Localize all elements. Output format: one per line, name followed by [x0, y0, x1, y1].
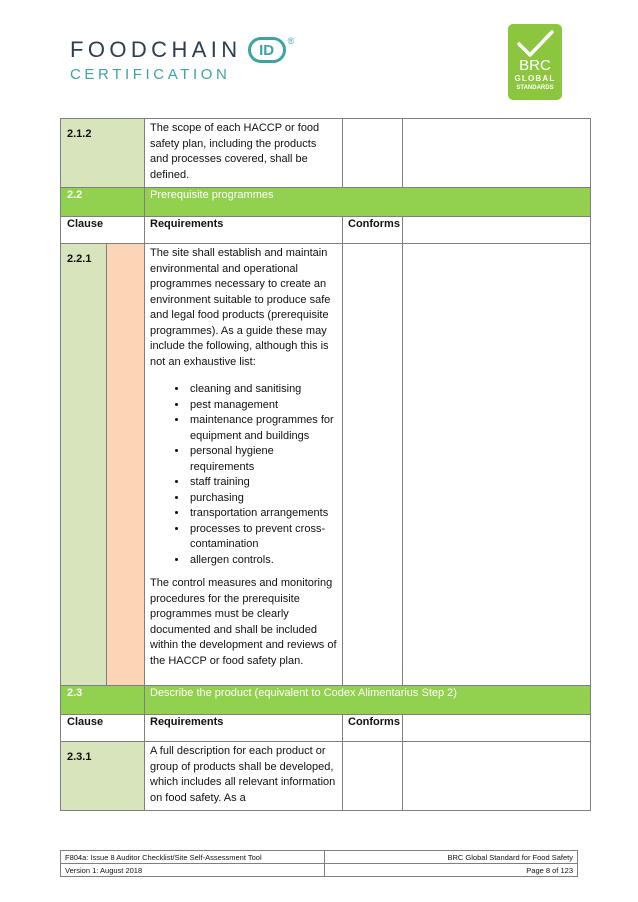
conforms-header: Conforms [343, 217, 403, 244]
requirement-outro: The control measures and monitoring procedures for the prerequisite programmes must be clearly documented and shall be included within the development and reviews of the HACCP or food safety plan. [150, 577, 337, 667]
requirement-text: A full description for each product or group of products shall be developed, which includes all relevant information on food safety. As a [145, 742, 343, 811]
clause-header: Clause [61, 715, 145, 742]
priority-marker-cell [107, 244, 145, 686]
brc-text: BRC [519, 57, 551, 74]
brc-global-text: GLOBAL [514, 74, 556, 83]
footer-version: Version 1: August 2018 [61, 864, 325, 877]
foodchain-id-logo [70, 36, 294, 83]
column-header-row [61, 715, 591, 742]
requirements-header: Requirements [145, 217, 343, 244]
comments-cell[interactable] [403, 244, 591, 686]
requirement-text [145, 244, 343, 686]
list-item: • maintenance programmes for equipment and buildings [188, 413, 337, 444]
comments-header [403, 715, 591, 742]
list-item: • transportation arrangements [188, 506, 337, 522]
list-item: • staff training [188, 475, 337, 491]
list-item: • processes to prevent cross-contamination [188, 522, 337, 553]
requirement-text: The scope of each HACCP or food safety plan, including the products and processes covered, shall be defined. [145, 119, 343, 188]
id-badge-icon: ID [248, 37, 286, 63]
conforms-cell[interactable] [343, 119, 403, 188]
brand-word: FOODCHAIN [70, 37, 242, 62]
comments-header [403, 217, 591, 244]
list-item: • personal hygiene requirements [188, 444, 337, 475]
comments-cell[interactable] [403, 742, 591, 811]
column-header-row [61, 217, 591, 244]
requirements-header: Requirements [145, 715, 343, 742]
table-row [61, 244, 591, 686]
section-row [61, 686, 591, 715]
requirement-intro: The site shall establish and maintain environmental and operational programmes necessary to create an environment suitable to produce safe and legal food products (prerequisite programmes). As a guide these may include the following, although this is not an exhaustive list: [150, 247, 331, 368]
section-number: 2.2 [61, 188, 145, 217]
page-footer [60, 850, 578, 877]
clause-number: 2.2.1 [61, 244, 107, 686]
section-title: Prerequisite programmes [145, 188, 591, 217]
list-item: • purchasing [188, 491, 337, 507]
brc-standards-text: STANDARDS [516, 85, 554, 91]
conforms-cell[interactable] [343, 742, 403, 811]
list-item: • pest management [188, 398, 337, 414]
clause-number: 2.1.2 [61, 119, 145, 188]
section-title: Describe the product (equivalent to Codex Alimentarius Step 2) [145, 686, 591, 715]
checkmark-icon [515, 28, 555, 60]
list-item: • allergen controls. [188, 553, 337, 569]
conforms-cell[interactable] [343, 244, 403, 686]
section-number: 2.3 [61, 686, 145, 715]
table-row [61, 119, 591, 188]
section-row [61, 188, 591, 217]
footer-standard: BRC Global Standard for Food Safety [325, 851, 578, 864]
page-header [0, 0, 638, 112]
conforms-header: Conforms [343, 715, 403, 742]
comments-cell[interactable] [403, 119, 591, 188]
checklist-table [60, 118, 591, 811]
footer-doc-ref: F804a: Issue 8 Auditor Checklist/Site Self-Assessment Tool [61, 851, 325, 864]
clause-number: 2.3.1 [61, 742, 145, 811]
footer-page-number: Page 8 of 123 [325, 864, 578, 877]
brand-subtitle: CERTIFICATION [70, 66, 231, 83]
brc-global-standards-logo [508, 24, 562, 100]
list-item: • cleaning and sanitising [188, 382, 337, 398]
table-row [61, 742, 591, 811]
requirement-bullet-list [150, 382, 337, 568]
registered-mark: ® [287, 36, 295, 46]
clause-header: Clause [61, 217, 145, 244]
